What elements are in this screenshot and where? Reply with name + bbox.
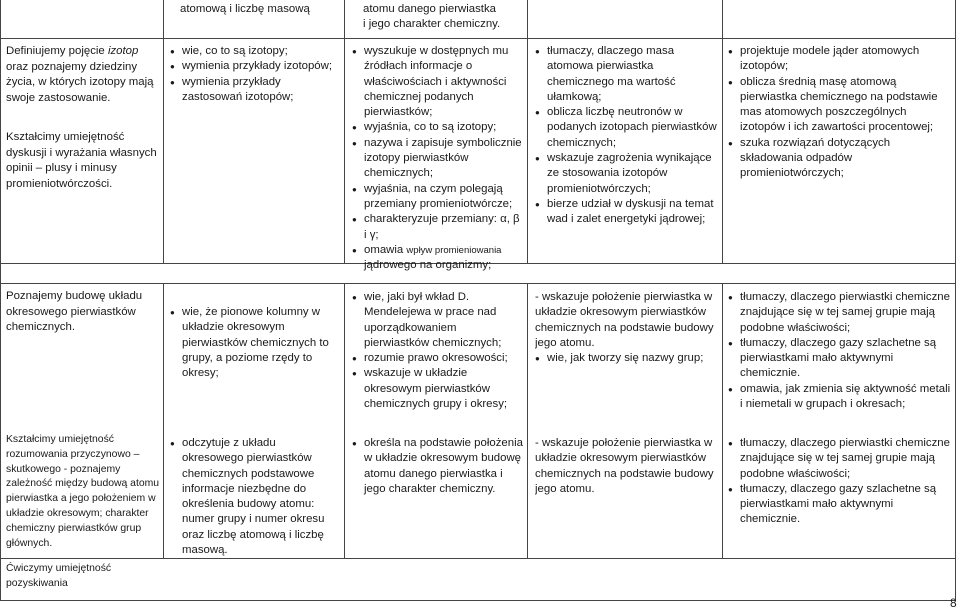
table-border	[955, 0, 956, 600]
row2-extended-a	[352, 290, 524, 412]
table-border	[0, 0, 1, 600]
table-border	[344, 283, 345, 558]
list-item: ● tłumaczy, dlaczego pierwiastki chemiczne znajdujące się w tej samej grupie mają podobne właściwości;	[728, 290, 952, 336]
list-item: ● wymienia przykłady zastosowań izotopów;	[170, 75, 340, 106]
page-number: 8	[950, 596, 957, 610]
top-cell-col3	[363, 2, 523, 33]
list-item: ● wyszukuje w dostępnych mu źródłach informacje o właściwościach i aktywności chemicznej podanych pierwiastków;	[352, 44, 524, 120]
table-border	[722, 283, 723, 558]
row2-topic-practice	[6, 562, 161, 591]
topic-paragraph: Kształcimy umiejętność dyskusji i wyrażania własnych opinii – plusy i minusy promieniotwórczości.	[6, 131, 157, 190]
list-item: ● wie, co to są izotopy;	[170, 44, 340, 59]
row1-advanced-requirements	[535, 44, 719, 228]
top-cell-col2	[180, 2, 340, 17]
row2-topic-skills	[6, 433, 161, 551]
top-text: atomową i liczbę masową	[180, 3, 310, 15]
table-border	[527, 283, 528, 558]
row2-excellent-b	[728, 436, 952, 528]
list-item: ● rozumie prawo okresowości;	[352, 351, 524, 366]
list-item: ● oblicza liczbę neutronów w podanych izotopach pierwiastków chemicznych;	[535, 105, 719, 151]
row1-excellent-requirements	[728, 44, 952, 182]
row2-extended-b	[352, 436, 524, 497]
row1-extended-requirements	[352, 44, 524, 273]
list-item: ● oblicza średnią masę atomową pierwiastka chemicznego na podstawie mas atomowych poszczególnych izotopów i ich zawartości procentowej;	[728, 75, 952, 136]
row1-topic	[6, 44, 161, 192]
topic-paragraph: Ćwiczymy umiejętność pozyskiwania	[6, 563, 112, 589]
list-item: ● projektuje modele jąder atomowych izotopów;	[728, 44, 952, 75]
list-item: ● odczytuje z układu okresowego pierwiastków chemicznych podstawowe informacje niezbędne do określenia budowy atomu: numer grupy i numer okresu oraz liczbę atomową i liczbę masową.	[170, 436, 340, 558]
list-item: ● szuka rozwiązań dotyczących składowania odpadów promieniotwórczych;	[728, 136, 952, 182]
list-item: ● wie, jaki był wkład D. Mendelejewa w prace nad uporządkowaniem pierwiastków chemicznych;	[352, 290, 524, 351]
list-item: ● tłumaczy, dlaczego gazy szlachetne są pierwiastkami mało aktywnymi chemicznie.	[728, 336, 952, 382]
list-item: ● określa na podstawie położenia w układzie okresowym budowę atomu danego pierwiastka i jego charakter chemiczny.	[352, 436, 524, 497]
list-item: ● omawia, jak zmienia się aktywność metali i niemetali w grupach i okresach;	[728, 382, 952, 413]
list-item: ● charakteryzuje przemiany: α, β i γ;	[352, 212, 524, 243]
table-border	[0, 558, 956, 559]
list-item: ● tłumaczy, dlaczego pierwiastki chemiczne znajdujące się w tej samej grupie mają podobne właściwości;	[728, 436, 952, 482]
row2-advanced-a	[535, 290, 719, 366]
list-item: ● wie, że pionowe kolumny w układzie okresowym pierwiastków chemicznych to grupy, a poziome rzędy to okresy;	[170, 305, 340, 381]
list-item: ● wie, jak tworzy się nazwy grup;	[535, 351, 719, 366]
row1-basic-requirements	[170, 44, 340, 105]
table-border	[722, 0, 723, 263]
list-item: ● wyjaśnia, na czym polegają przemiany promieniotwórcze;	[352, 182, 524, 213]
list-item: ● bierze udział w dyskusji na temat wad i zalet energetyki jądrowej;	[535, 197, 719, 228]
list-item: ● wymienia przykłady izotopów;	[170, 59, 340, 74]
row2-basic-a	[170, 305, 340, 381]
list-item: ● omawia wpływ promieniowania jądrowego na organizmy;	[352, 243, 524, 274]
list-item: ● wyjaśnia, co to są izotopy;	[352, 120, 524, 135]
top-text: i jego charakter chemiczny.	[363, 18, 501, 31]
list-item: ● tłumaczy, dlaczego masa atomowa pierwiastka chemicznego ma wartość ułamkową;	[535, 44, 719, 105]
topic-paragraph: Kształcimy umiejętność rozumowania przyczynowo – skutkowego - poznajemy zależność między budową atomu pierwiastka a jego położeniem w układzie okresowym; charakter chemiczny pierwiastków grup głównych.	[6, 434, 160, 549]
table-border	[527, 0, 528, 263]
topic-paragraph: Definiujemy pojęcie izotop oraz poznajemy dziedziny życia, w których izotopy mają swoje zastosowanie.	[6, 45, 154, 104]
list-item: ● nazywa i zapisuje symbolicznie izotopy pierwiastków chemicznych;	[352, 136, 524, 182]
row2-advanced-b	[535, 436, 719, 497]
table-border	[0, 600, 956, 601]
list-item: - wskazuje położenie pierwiastka w układzie okresowym pierwiastków chemicznych na podstawie budowy jego atomu.	[535, 437, 714, 495]
list-item: ● tłumaczy, dlaczego gazy szlachetne są pierwiastkami mało aktywnymi chemicznie.	[728, 482, 952, 528]
list-item: ● wskazuje zagrożenia wynikające ze stosowania izotopów promieniotwórczych;	[535, 151, 719, 197]
row2-basic-b	[170, 436, 340, 558]
table-border	[344, 0, 345, 263]
top-text: atomu danego pierwiastka	[363, 3, 496, 15]
row2-excellent-a	[728, 290, 952, 412]
list-item: ● wskazuje w układzie okresowym pierwiastków chemicznych grupy i okresy;	[352, 366, 524, 412]
table-border	[163, 283, 164, 558]
table-border	[163, 0, 164, 263]
table-border	[0, 283, 956, 284]
list-item: - wskazuje położenie pierwiastka w układzie okresowym pierwiastków chemicznych na podstawie budowy jego atomu.	[535, 291, 714, 349]
table-border	[0, 38, 956, 39]
topic-paragraph: Poznajemy budowę układu okresowego pierwiastków chemicznych.	[6, 290, 143, 333]
